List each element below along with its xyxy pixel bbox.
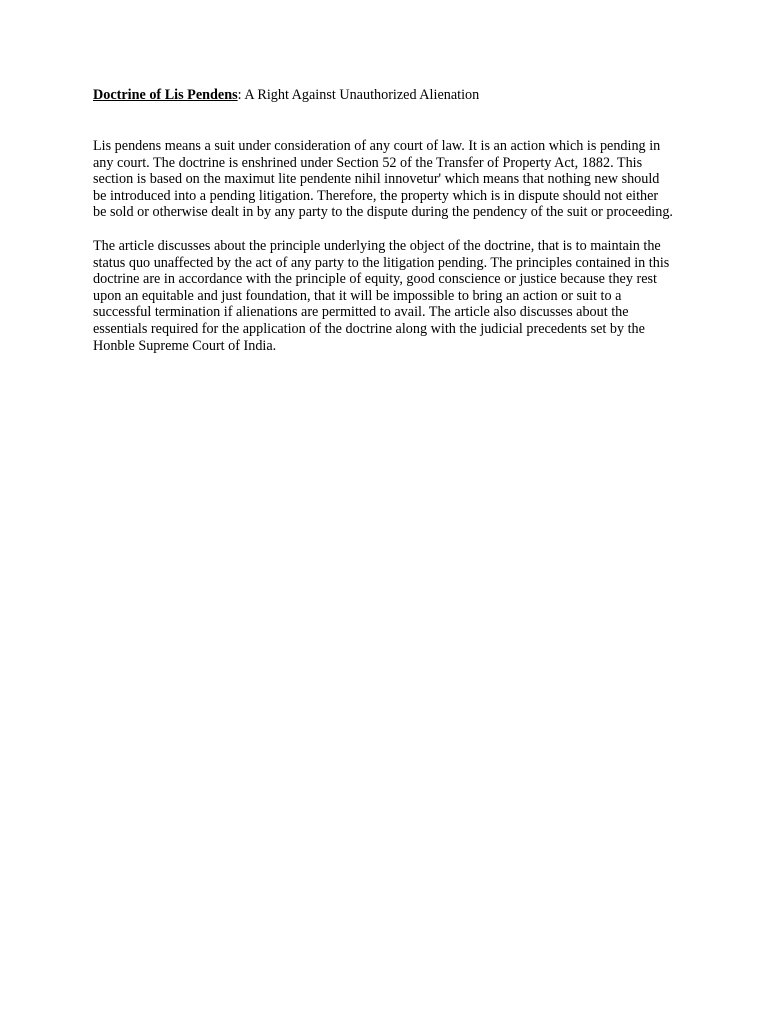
paragraph-line: Honble Supreme Court of India. <box>93 337 277 354</box>
paragraph-line: successful termination if alienations are permitted to avail. The article also discusses about the <box>93 304 629 321</box>
paragraph-line: status quo unaffected by the act of any party to the litigation pending. The principles contained in this <box>93 254 670 271</box>
document-title <box>93 86 683 104</box>
title-term: Doctrine of Lis Pendens <box>93 87 238 103</box>
paragraph-line: upon an equitable and just foundation, that it will be impossible to bring an action or suit to a <box>93 287 622 304</box>
paragraph-summary <box>93 238 683 354</box>
paragraph-line: doctrine are in accordance with the principle of equity, good conscience or justice because they rest <box>93 271 657 288</box>
paragraph-line: Lis pendens means a suit under consideration of any court of law. It is an action which is pending in <box>93 138 661 154</box>
paragraph-intro <box>93 138 683 221</box>
document-body <box>93 86 683 354</box>
paragraph-line: section is based on the maximut lite pendente nihil innovetur' which means that nothing new should <box>93 171 660 188</box>
paragraph-line: essentials required for the application of the doctrine along with the judicial precedents set by the <box>93 320 645 337</box>
paragraph-line: any court. The doctrine is enshrined under Section 52 of the Transfer of Property Act, 1882. This <box>93 154 643 171</box>
paragraph-line: be introduced into a pending litigation. Therefore, the property which is in dispute should not either <box>93 187 659 204</box>
paragraph-line: The article discusses about the principle underlying the object of the doctrine, that is to maintain the <box>93 237 661 254</box>
title-subtitle: : A Right Against Unauthorized Alienation <box>237 87 480 103</box>
paragraph-line: be sold or otherwise dealt in by any party to the dispute during the pendency of the suit or proceeding. <box>93 204 673 221</box>
